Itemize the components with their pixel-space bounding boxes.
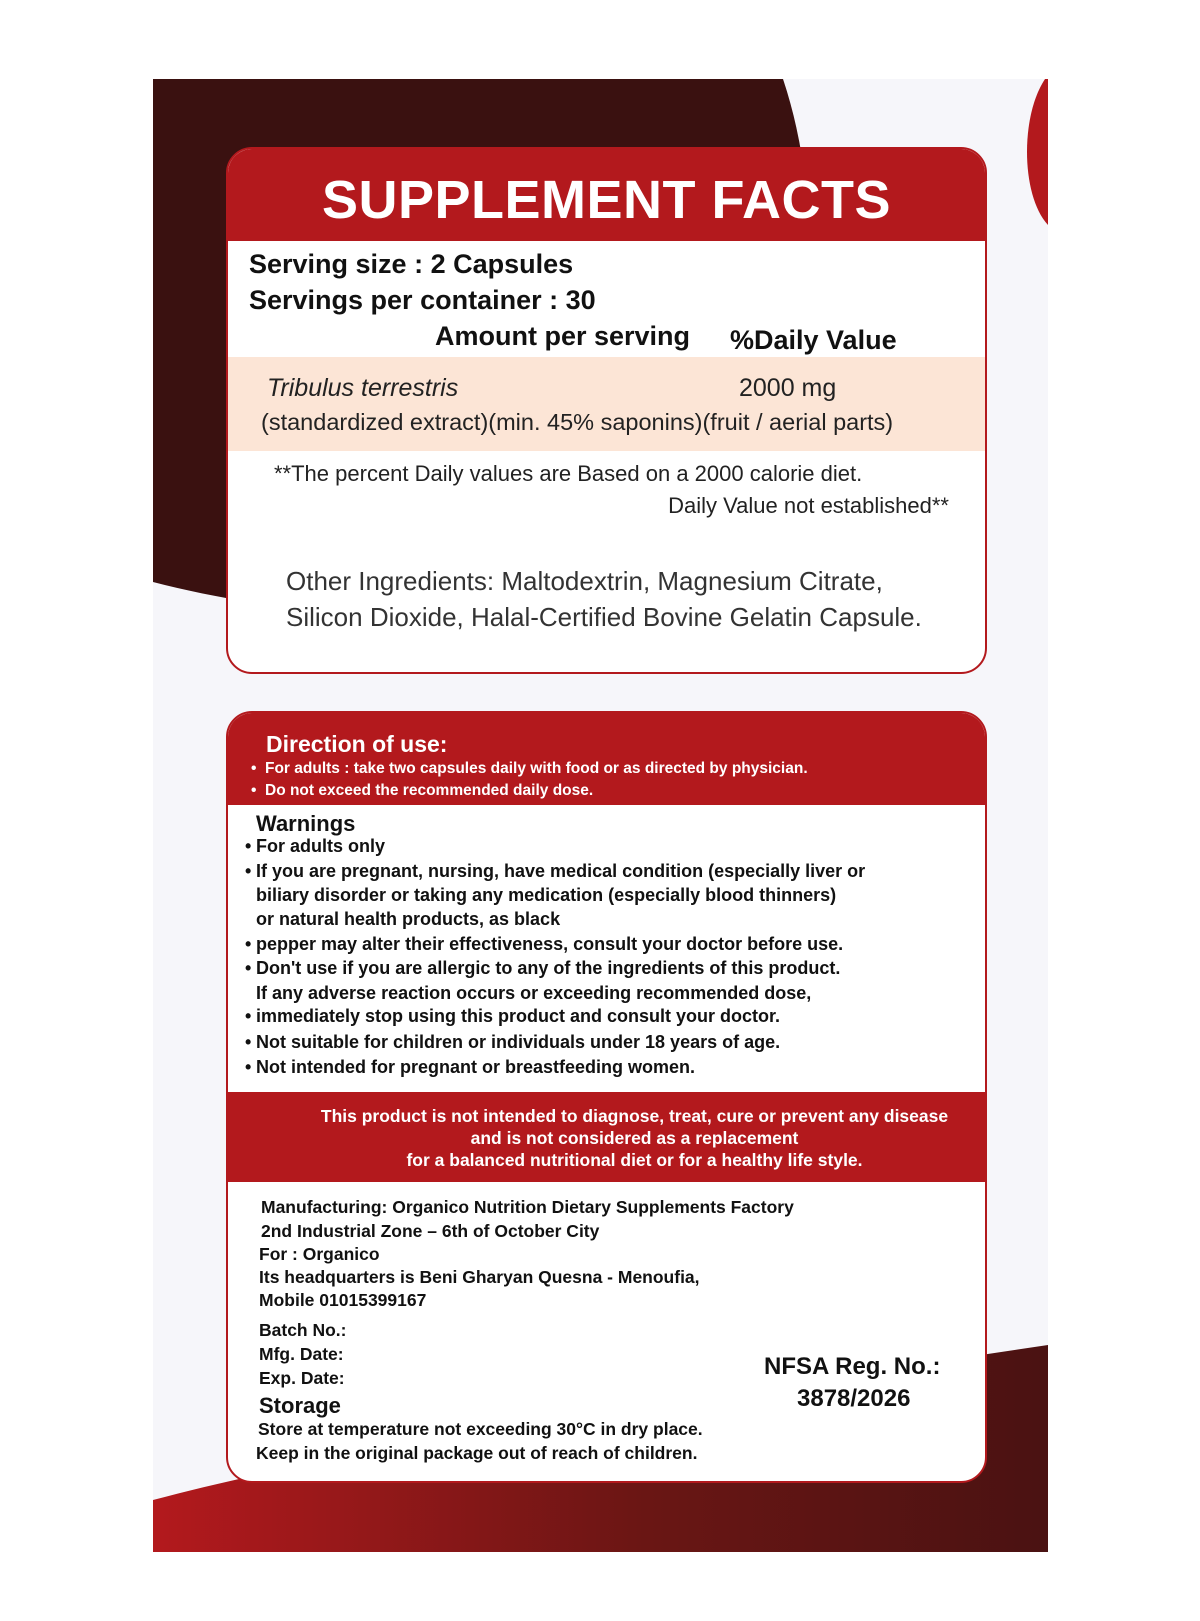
warning-line-5: • pepper may alter their effectiveness, consult your doctor before use. xyxy=(256,934,843,955)
storage-title: Storage xyxy=(259,1393,341,1418)
warning-line-4: or natural health products, as black xyxy=(256,909,561,929)
other-ingredients-line-1: Other Ingredients: Maltodextrin, Magnesium Citrate, xyxy=(286,566,883,596)
direction-item-2: • Do not exceed the recommended daily dose. xyxy=(265,782,593,800)
ingredient-name: Tribulus terrestris xyxy=(267,374,459,402)
facts-title: SUPPLEMENT FACTS xyxy=(321,170,892,230)
warning-line-2: • If you are pregnant, nursing, have medical condition (especially liver or xyxy=(256,861,865,882)
warnings-title: Warnings xyxy=(256,811,356,836)
headquarters: Its headquarters is Beni Gharyan Quesna - Menoufia, xyxy=(259,1267,700,1287)
mfg-date: Mfg. Date: xyxy=(259,1344,344,1364)
ingredient-amount: 2000 mg xyxy=(739,374,837,402)
manufacturing-line-1: Manufacturing: Organico Nutrition Dietary Supplements Factory xyxy=(261,1197,794,1217)
servings-per-container: Servings per container : 30 xyxy=(249,285,596,315)
storage-line-1: Store at temperature not exceeding 30°C in dry place. xyxy=(258,1419,703,1439)
warning-line-1: • For adults only xyxy=(256,836,385,857)
directions-panel xyxy=(226,711,987,1483)
direction-item-1: • For adults : take two capsules daily with food or as directed by physician. xyxy=(265,760,808,778)
nfsa-label: NFSA Reg. No.: xyxy=(764,1353,941,1380)
manufactured-for: For : Organico xyxy=(259,1244,380,1264)
warning-line-3: biliary disorder or taking any medication (especially blood thinners) xyxy=(256,885,837,905)
warning-line-10: • Not intended for pregnant or breastfeeding women. xyxy=(256,1057,695,1078)
footnote-not-established: Daily Value not established** xyxy=(668,493,949,518)
manufacturing-line-2: 2nd Industrial Zone – 6th of October City xyxy=(261,1221,600,1241)
amount-per-serving-header: Amount per serving xyxy=(435,321,691,351)
footnote-calorie-diet: **The percent Daily values are Based on a 2000 calorie diet. xyxy=(274,461,863,486)
directions-band xyxy=(228,713,985,805)
supplement-facts-panel xyxy=(226,147,987,674)
disclaimer-line-1: This product is not intended to diagnose, treat, cure or prevent any disease xyxy=(320,1106,949,1126)
nfsa-number: 3878/2026 xyxy=(797,1385,911,1412)
warning-line-8: • immediately stop using this product and consult your doctor. xyxy=(256,1006,780,1027)
disclaimer-band xyxy=(228,1092,985,1182)
ingredient-detail: (standardized extract)(min. 45% saponins)(fruit / aerial parts) xyxy=(261,409,894,435)
warning-line-6: • Don't use if you are allergic to any of the ingredients of this product. xyxy=(256,958,840,979)
mobile-number: Mobile 01015399167 xyxy=(259,1290,427,1310)
ingredient-row xyxy=(228,357,985,451)
disclaimer-line-3: for a balanced nutritional diet or for a healthy life style. xyxy=(406,1150,863,1170)
disclaimer-line-2: and is not considered as a replacement xyxy=(470,1128,799,1148)
directions-title: Direction of use: xyxy=(266,731,448,757)
facts-header-band xyxy=(228,149,985,241)
exp-date: Exp. Date: xyxy=(259,1368,345,1388)
warning-line-7: If any adverse reaction occurs or exceeding recommended dose, xyxy=(256,983,812,1003)
daily-value-header: %Daily Value xyxy=(730,325,897,355)
storage-line-2: Keep in the original package out of reach of children. xyxy=(256,1443,698,1463)
other-ingredients-line-2: Silicon Dioxide, Halal-Certified Bovine Gelatin Capsule. xyxy=(286,602,922,632)
serving-size: Serving size : 2 Capsules xyxy=(249,249,574,279)
warning-line-9: • Not suitable for children or individuals under 18 years of age. xyxy=(256,1032,780,1053)
batch-number: Batch No.: xyxy=(259,1320,347,1340)
